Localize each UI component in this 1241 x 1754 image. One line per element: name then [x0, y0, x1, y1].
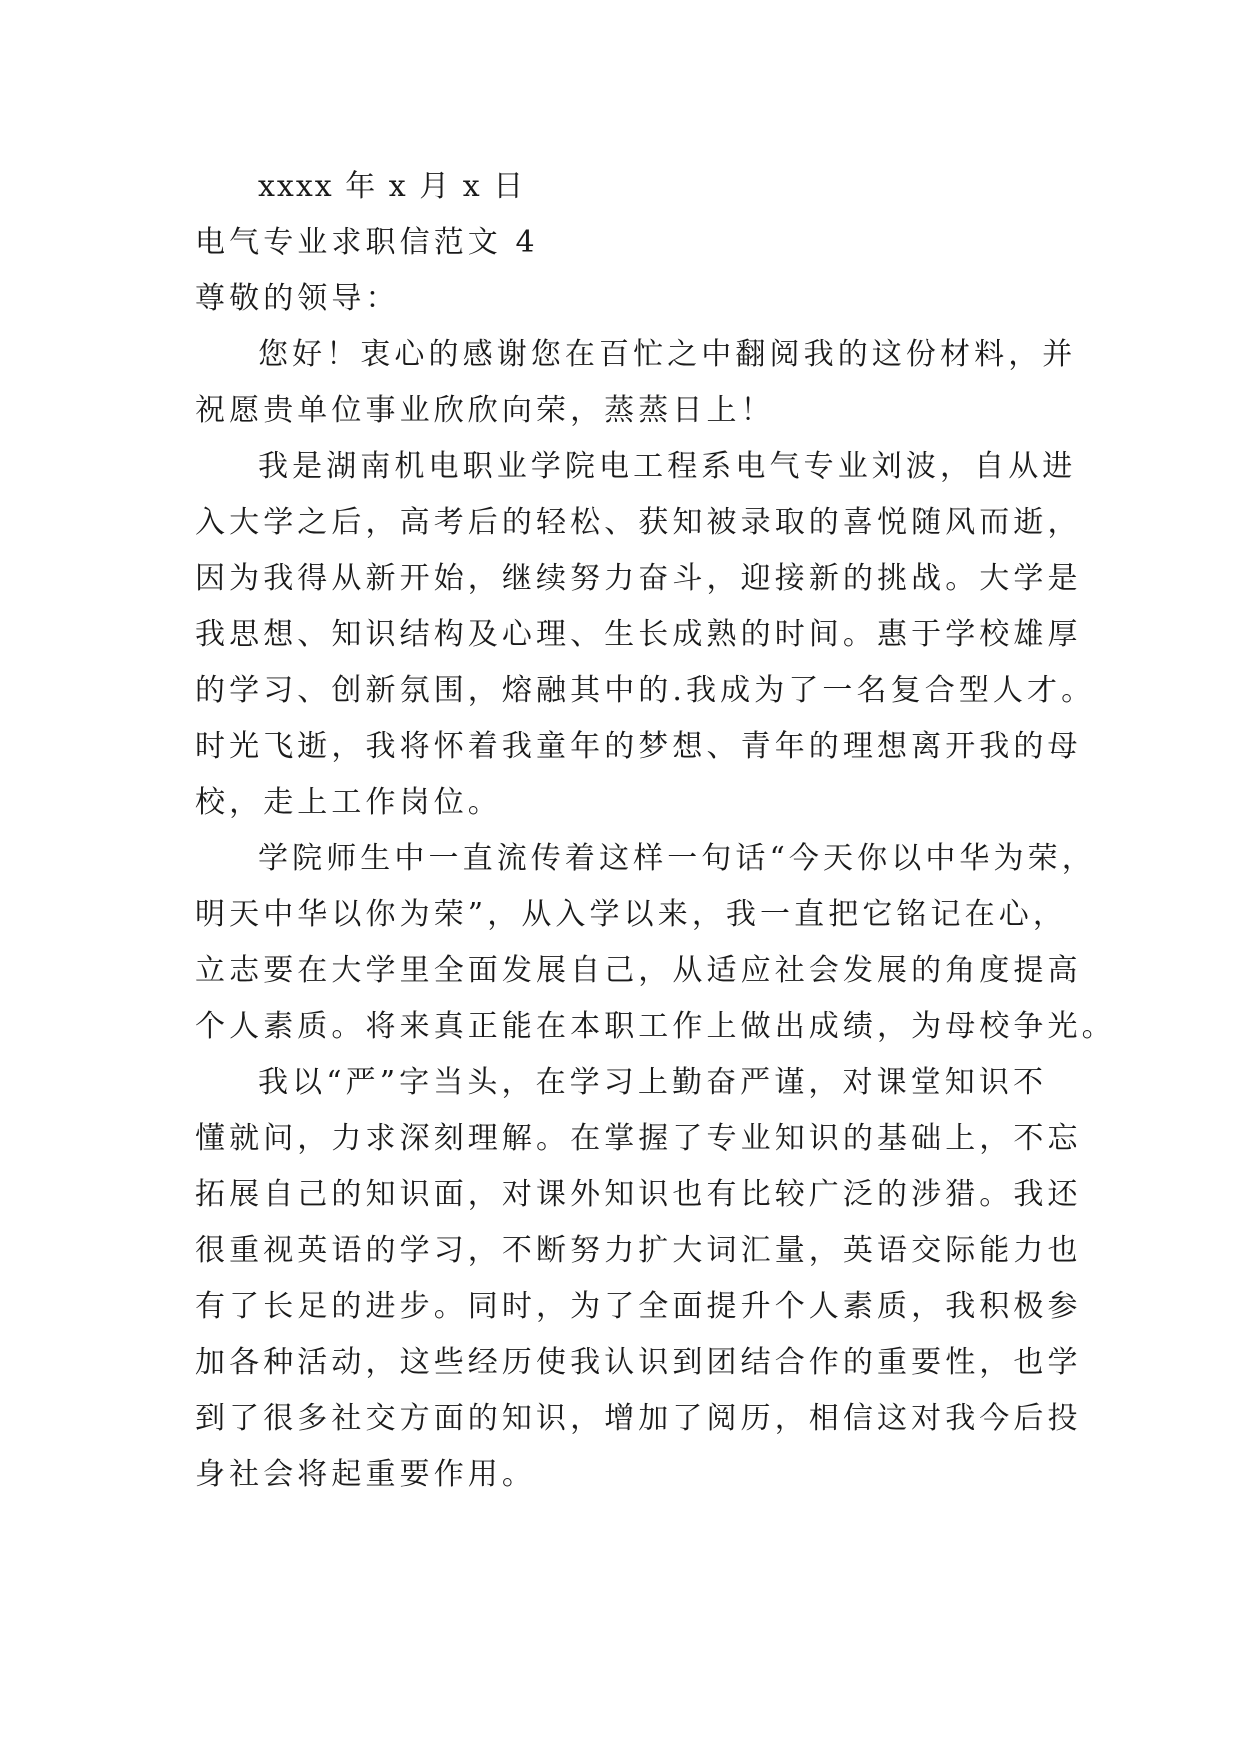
paragraph-4-line-4: 很重视英语的学习，不断努力扩大词汇量，英语交际能力也 [195, 1233, 1082, 1268]
paragraph-4-line-6: 加各种活动，这些经历使我认识到团结合作的重要性，也学 [195, 1345, 1082, 1380]
paragraph-2-line-3: 因为我得从新开始，继续努力奋斗，迎接新的挑战。大学是 [195, 561, 1082, 596]
paragraph-4-line-2: 懂就问，力求深刻理解。在掌握了专业知识的基础上，不忘 [195, 1121, 1082, 1156]
paragraph-1-line-1: 您好！衷心的感谢您在百忙之中翻阅我的这份材料，并 [258, 337, 1077, 372]
paragraph-3-line-3: 立志要在大学里全面发展自己，从适应社会发展的角度提高 [195, 953, 1082, 988]
paragraph-4-line-1: 我以“严”字当头，在学习上勤奋严谨，对课堂知识不 [258, 1065, 1048, 1100]
paragraph-2-line-7: 校，走上工作岗位。 [195, 785, 502, 820]
paragraph-3-line-4: 个人素质。将来真正能在本职工作上做出成绩，为母校争光。 [195, 1009, 1116, 1044]
paragraph-2-line-1: 我是湖南机电职业学院电工程系电气专业刘波，自从进 [258, 449, 1077, 484]
paragraph-2-line-6: 时光飞逝，我将怀着我童年的梦想、青年的理想离开我的母 [195, 729, 1082, 764]
paragraph-2-line-2: 入大学之后，高考后的轻松、获知被录取的喜悦随风而逝， [195, 505, 1082, 540]
date-line: xxxx 年 x 月 x 日 [258, 169, 526, 204]
paragraph-4-line-3: 拓展自己的知识面，对课外知识也有比较广泛的涉猎。我还 [195, 1177, 1082, 1212]
paragraph-3-line-1: 学院师生中一直流传着这样一句话“今天你以中华为荣， [258, 841, 1096, 876]
paragraph-2-line-5: 的学习、创新氛围，熔融其中的.我成为了一名复合型人才。 [195, 673, 1096, 708]
paragraph-1-line-2: 祝愿贵单位事业欣欣向荣，蒸蒸日上！ [195, 393, 775, 428]
letter-title: 电气专业求职信范文 4 [195, 225, 539, 260]
paragraph-2-line-4: 我思想、知识结构及心理、生长成熟的时间。惠于学校雄厚 [195, 617, 1082, 652]
salutation: 尊敬的领导： [195, 281, 400, 316]
paragraph-4-line-7: 到了很多社交方面的知识，增加了阅历，相信这对我今后投 [195, 1401, 1082, 1436]
paragraph-4-line-5: 有了长足的进步。同时，为了全面提升个人素质，我积极参 [195, 1289, 1082, 1324]
paragraph-3-line-2: 明天中华以你为荣”，从入学以来，我一直把它铭记在心， [195, 897, 1067, 932]
paragraph-4-line-8: 身社会将起重要作用。 [195, 1457, 536, 1492]
